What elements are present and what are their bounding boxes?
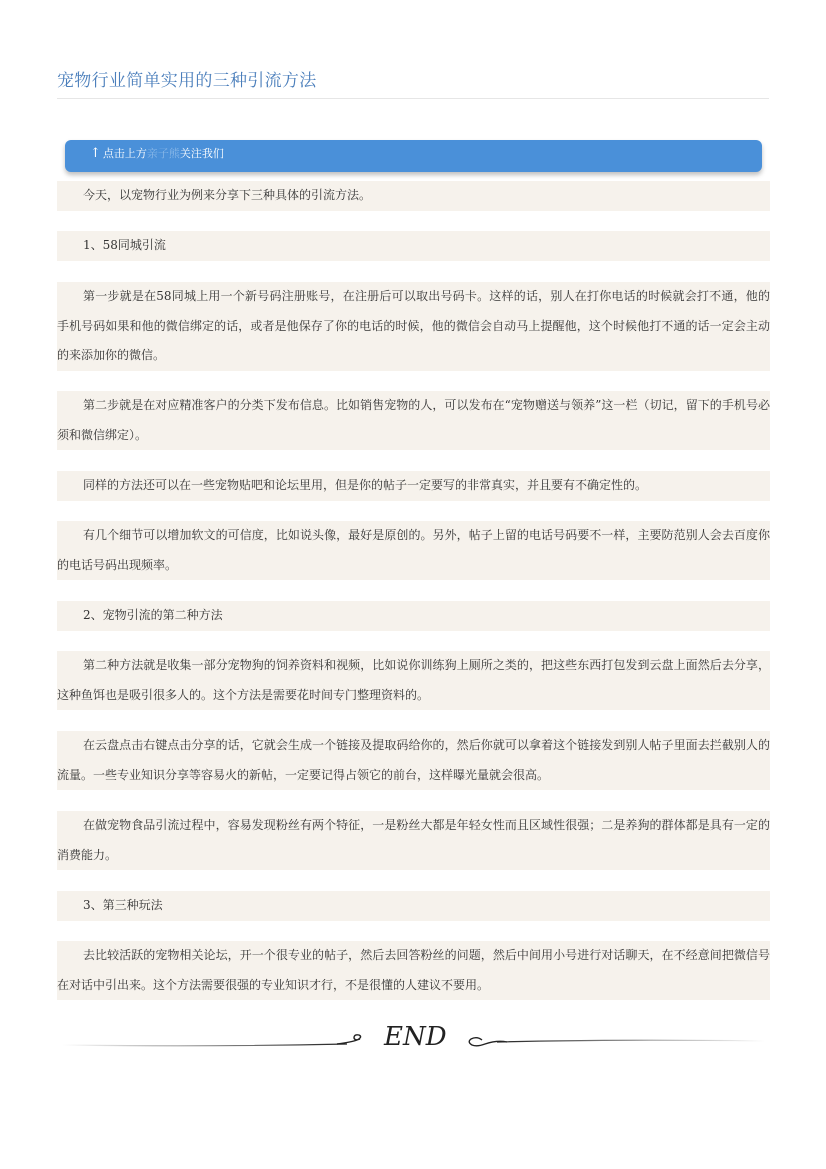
left-swirl-icon: [337, 1035, 361, 1044]
left-rule: [62, 1044, 347, 1046]
right-rule: [497, 1040, 765, 1042]
intro-paragraph: 今天，以宠物行业为例来分享下三种具体的引流方法。: [57, 181, 770, 211]
follow-suffix: 关注我们: [179, 147, 224, 160]
end-ornament: [57, 1020, 770, 1060]
title-divider: [57, 98, 769, 99]
end-text: END: [384, 1022, 447, 1052]
body-paragraph: 第一步就是在58同城上用一个新号码注册账号，在注册后可以取出号码卡。这样的话，别人在打你电话的时候就会打不通，他的手机号码如果和他的微信绑定的话，或者是他保存了你的电话的时候，他的微信会自动马上提醒他，这个时候他打不通的话一定会主动的来添加你的微信。: [57, 282, 770, 371]
follow-banner[interactable]: [65, 140, 762, 172]
article-title: 宠物行业简单实用的三种引流方法: [57, 71, 317, 91]
account-link[interactable]: 亲子熊: [146, 147, 180, 160]
section-heading-1: 1、58同城引流: [57, 231, 770, 261]
section-heading-2: 2、宠物引流的第二种方法: [57, 601, 770, 631]
body-paragraph: 去比较活跃的宠物相关论坛，开一个很专业的帖子，然后去回答粉丝的问题，然后中间用小号进行对话聊天，在不经意间把微信号在对话中引出来。这个方法需要很强的专业知识才行，不是很懂的人建议不要用。: [57, 941, 770, 1000]
follow-prefix: 点击上方: [102, 147, 147, 160]
body-paragraph: 第二种方法就是收集一部分宠物狗的饲养资料和视频，比如说你训练狗上厕所之类的，把这些东西打包发到云盘上面然后去分享，这种鱼饵也是吸引很多人的。这个方法是需要花时间专门整理资料的。: [57, 651, 770, 710]
end-divider-svg: [57, 1020, 770, 1060]
body-paragraph: 有几个细节可以增加软文的可信度，比如说头像，最好是原创的。另外，帖子上留的电话号码要不一样，主要防范别人会去百度你的电话号码出现频率。: [57, 521, 770, 580]
body-paragraph: 第二步就是在对应精准客户的分类下发布信息。比如销售宠物的人，可以发布在“宠物赠送与领养”这一栏（切记，留下的手机号必须和微信绑定）。: [57, 391, 770, 450]
body-paragraph: 在云盘点击右键点击分享的话，它就会生成一个链接及提取码给你的，然后你就可以拿着这个链接发到别人帖子里面去拦截别人的流量。一些专业知识分享等容易火的新帖，一定要记得占领它的前台，这样曝光量就会很高。: [57, 731, 770, 790]
section-heading-3: 3、第三种玩法: [57, 891, 770, 921]
up-arrow-icon: ↑: [90, 146, 101, 161]
body-paragraph: 在做宠物食品引流过程中，容易发现粉丝有两个特征，一是粉丝大都是年轻女性而且区域性很强；二是养狗的群体都是具有一定的消费能力。: [57, 811, 770, 870]
body-paragraph: 同样的方法还可以在一些宠物贴吧和论坛里用，但是你的帖子一定要写的非常真实，并且要有不确定性的。: [57, 471, 770, 501]
